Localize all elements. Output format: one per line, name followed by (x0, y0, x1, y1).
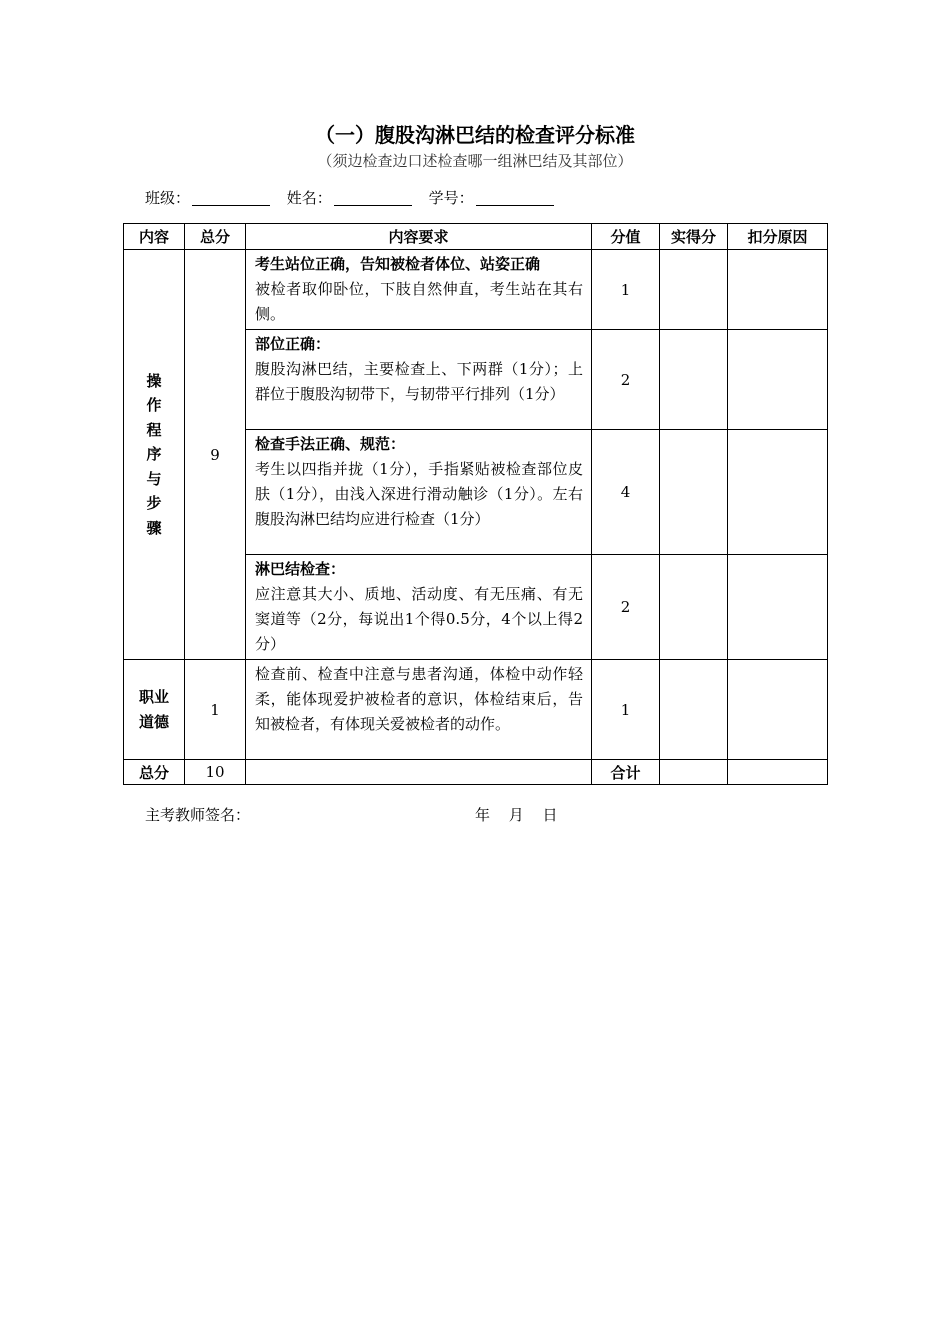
deduction-reason-cell[interactable] (728, 250, 828, 330)
signature-date: 年 月 日 (475, 806, 558, 824)
student-id-blank[interactable] (476, 189, 554, 206)
signature-line (145, 804, 558, 826)
section-char: 操 (146, 371, 162, 390)
requirement-heading: 考生站位正确，告知被检者体位、站姿正确 (255, 255, 541, 273)
requirement-body: 检查前、检查中注意与患者沟通，体检中动作轻柔，能体现爱护被检者的意识，体检结束后，告知被检者，有体现关爱被检者的动作。 (255, 665, 583, 733)
header-content: 内容 (124, 224, 185, 250)
item-score: 2 (592, 330, 660, 430)
section-char: 作 (146, 396, 162, 415)
requirement-cell (246, 430, 592, 555)
class-blank[interactable] (192, 189, 270, 206)
item-score: 1 (592, 660, 660, 760)
requirement-body: 考生以四指并拢（1分），手指紧贴被检查部位皮肤（1分），由浅入深进行滑动触诊（1分）。左右腹股沟淋巴结均应进行检查（1分） (255, 460, 583, 528)
requirement-heading: 部位正确： (255, 335, 331, 353)
section-procedure-label (124, 250, 185, 660)
actual-score-cell[interactable] (660, 430, 728, 555)
requirement-cell (246, 555, 592, 660)
header-deduction-reason: 扣分原因 (728, 224, 828, 250)
deduction-reason-cell[interactable] (728, 660, 828, 760)
header-requirement: 内容要求 (246, 224, 592, 250)
sum-label: 合计 (592, 760, 660, 785)
name-blank[interactable] (334, 189, 412, 206)
total-empty-cell (246, 760, 592, 785)
student-id-field (429, 187, 554, 209)
section-ethics-text: 职业道德 (138, 687, 169, 731)
header-score: 分值 (592, 224, 660, 250)
requirement-cell (246, 250, 592, 330)
actual-score-cell[interactable] (660, 330, 728, 430)
section-char: 与 (146, 469, 162, 488)
sum-reason-cell[interactable] (728, 760, 828, 785)
section-char: 序 (146, 445, 162, 464)
requirement-body: 应注意其大小、质地、活动度、有无压痛、有无窦道等（2分，每说出1个得0.5分，4个以上得2分） (255, 585, 583, 653)
deduction-reason-cell[interactable] (728, 555, 828, 660)
deduction-reason-cell[interactable] (728, 330, 828, 430)
student-id-label: 学号： (428, 189, 474, 207)
deduction-reason-cell[interactable] (728, 430, 828, 555)
item-score: 2 (592, 555, 660, 660)
section-char: 步 (146, 494, 162, 513)
header-actual-score: 实得分 (660, 224, 728, 250)
requirement-body: 腹股沟淋巴结，主要检查上、下两群（1分）；上群位于腹股沟韧带下，与韧带平行排列（1分） (255, 360, 583, 403)
signature-label: 主考教师签名： (145, 806, 251, 824)
header-total: 总分 (185, 224, 246, 250)
requirement-cell (246, 660, 592, 760)
total-value: 10 (185, 760, 246, 785)
section-procedure-total: 9 (185, 250, 246, 660)
table-header-row (124, 224, 828, 250)
requirement-heading: 淋巴结检查： (255, 560, 346, 578)
name-field (287, 187, 412, 209)
section-ethics-label (124, 660, 185, 760)
class-label: 班级： (145, 189, 191, 207)
table-row (124, 250, 828, 330)
class-field (145, 187, 270, 209)
page-title: （一）腹股沟淋巴结的检查评分标准 (315, 123, 635, 147)
actual-score-cell[interactable] (660, 660, 728, 760)
table-row (124, 660, 828, 760)
scoring-table (123, 223, 828, 785)
name-label: 姓名： (286, 189, 332, 207)
section-char: 骤 (146, 518, 162, 537)
section-ethics-total: 1 (185, 660, 246, 760)
page-subtitle: （须边检查边口述检查哪一组淋巴结及其部位） (317, 152, 633, 170)
item-score: 1 (592, 250, 660, 330)
sum-actual-cell[interactable] (660, 760, 728, 785)
table-total-row (124, 760, 828, 785)
total-label: 总分 (124, 760, 185, 785)
requirement-cell (246, 330, 592, 430)
actual-score-cell[interactable] (660, 555, 728, 660)
requirement-body: 被检者取仰卧位，下肢自然伸直，考生站在其右侧。 (255, 280, 583, 323)
student-info-line (145, 187, 566, 209)
item-score: 4 (592, 430, 660, 555)
requirement-heading: 检查手法正确、规范： (255, 435, 406, 453)
actual-score-cell[interactable] (660, 250, 728, 330)
section-char: 程 (146, 420, 162, 439)
